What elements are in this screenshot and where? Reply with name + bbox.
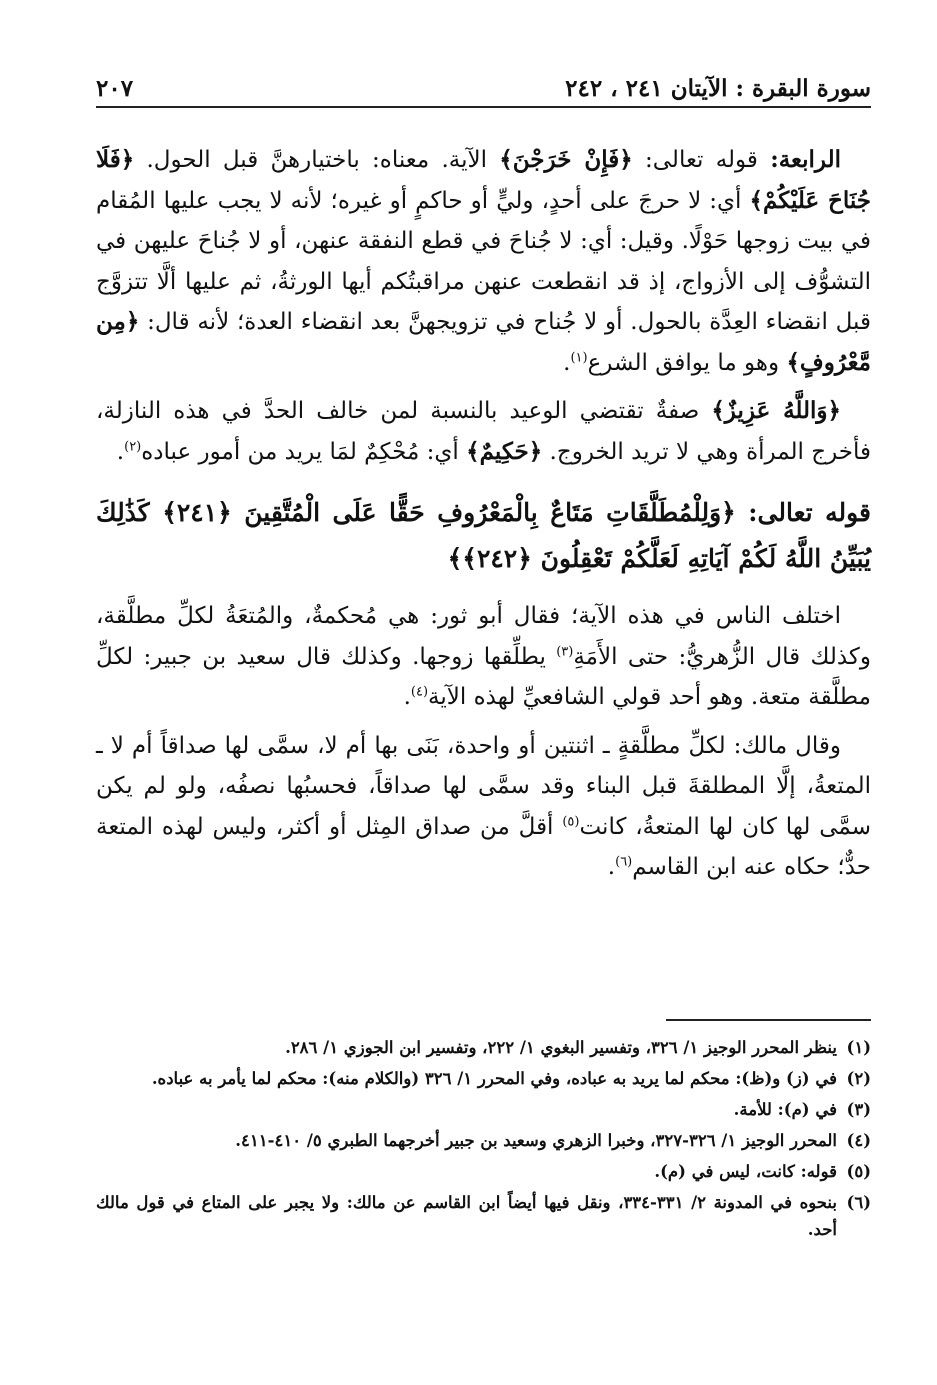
text-run: وقال مالك: لكلِّ مطلَّقةٍ ـ اثنتين أو واحدة، بَنَى بها أم لا، سمَّى لها صداقاً أم لا ـ المتعةُ، إلَّا المطلقةَ قبل البناء وقد سمَّى لها صداقاً، فحسبُها نصفُه، ولو لم يكن سمَّى لها كان لها المتعةُ، كانت bbox=[96, 732, 871, 840]
quran-quote: ﴿فَإِنْ خَرَجْنَ﴾ bbox=[499, 146, 633, 173]
footnote-ref[interactable]: (٦) bbox=[615, 854, 633, 870]
verse-text: ﴿وَلِلْمُطَلَّقَاتِ مَتَاعٌ بِالْمَعْرُوفِ حَقًّا عَلَى الْمُتَّقِينَ ﴿٢٤١﴾ كَذَٰلِكَ يُبَيِّنُ اللَّهُ لَكُمْ آيَاتِهِ لَعَلَّكُمْ تَعْقِلُونَ ﴿٢٤٢﴾﴾ bbox=[96, 498, 871, 573]
footnote-text: المحرر الوجيز ١/ ٣٢٦-٣٢٧، وخبرا الزهري وسعيد بن جبير أخرجهما الطبري ٥/ ٤١٠-٤١١. bbox=[235, 1131, 837, 1150]
footnote-ref[interactable]: (١) bbox=[570, 349, 588, 365]
footnote-number: (٤) bbox=[846, 1131, 871, 1150]
footnote-number: (٦) bbox=[846, 1193, 871, 1212]
footnote-number: (٢) bbox=[846, 1069, 871, 1088]
paragraph-disagreement bbox=[96, 596, 871, 718]
footnote-text: في (م): للأمة. bbox=[733, 1100, 837, 1119]
footnote bbox=[96, 1189, 871, 1243]
quran-quote: ﴿فَلَا جُنَاحَ عَلَيْكُمْ﴾ bbox=[96, 146, 871, 214]
footnote bbox=[96, 1065, 871, 1092]
footnote bbox=[96, 1096, 871, 1123]
footnote-text: بنحوه في المدونة ٢/ ٣٣١-٣٣٤، ونقل فيها أيضاً ابن القاسم عن مالك: ولا يجبر على المتاع في قول مالك أحد. bbox=[96, 1193, 838, 1239]
text-run: صفةٌ تقتضي الوعيد بالنسبة لمن خالف الحدَّ في هذه النازلة، فأخرج المرأة وهي لا تريد الخروج. bbox=[96, 398, 871, 465]
quran-quote: ﴿مِن مَّعْرُوفٍ﴾ bbox=[96, 308, 871, 376]
text-run: وهو ما يوافق الشرع bbox=[587, 349, 787, 376]
footnote-number: (١) bbox=[846, 1038, 871, 1057]
footnote-number: (٣) bbox=[846, 1100, 871, 1119]
footnote bbox=[96, 1158, 871, 1185]
footnote-ref[interactable]: (٣) bbox=[556, 643, 574, 659]
verse-block bbox=[96, 490, 871, 582]
footnote-number: (٥) bbox=[846, 1162, 871, 1181]
quran-quote: ﴿وَاللَّهُ عَزِيزٌ﴾ bbox=[711, 397, 841, 424]
paragraph-fourth-issue bbox=[96, 140, 871, 383]
text-run: . bbox=[607, 854, 616, 880]
footnote-text: ينظر المحرر الوجيز ١/ ٣٢٦، وتفسير البغوي ١/ ٢٢٢، وتفسير ابن الجوزي ١/ ٢٨٦. bbox=[285, 1038, 837, 1057]
text-run: الآية. معناه: باختيارهنَّ قبل الحول. bbox=[134, 147, 500, 173]
footnote-text: في (ز) و(ظ): محكم لما يريد به عباده، وفي المحرر ١/ ٣٢٦ (والكلام منه): محكم لما يأمر به عباده. bbox=[151, 1069, 837, 1088]
header-rule bbox=[96, 106, 871, 108]
text-run: أي: لا حرجَ على أحدٍ، وليٍّ أو حاكمٍ أو غيره؛ لأنه لا يجب عليها المُقام في بيت زوجها حَوْلًا. وقيل: أي: لا جُناحَ في قطع النفقة عنهن، أو لا جُناحَ عليهن في التشوُّف إلى الأزواج، إذ قد انقطعت عنهن مراقبتُكم أيها الورثةُ، ثم عليها ألَّا تتزوَّج قبل انقضاء العِدَّة بالحول. أو لا جُناح في تزويجهنَّ بعد انقضاء العدة؛ لأنه قال: bbox=[96, 187, 871, 335]
page-number: ٢٠٧ bbox=[96, 75, 134, 102]
footnote bbox=[96, 1034, 871, 1061]
footnote-ref[interactable]: (٥) bbox=[562, 813, 580, 829]
footnote-separator bbox=[666, 1019, 871, 1021]
text-run: قوله تعالى: bbox=[632, 147, 771, 173]
paragraph-malik bbox=[96, 726, 871, 888]
text-run: . bbox=[563, 349, 571, 376]
text-run: . bbox=[403, 684, 411, 710]
text-run: أي: مُحْكِمٌ لمَا يريد من أمور عباده bbox=[141, 438, 467, 465]
footnote-text: قوله: كانت، ليس في (م). bbox=[654, 1162, 837, 1181]
footnote-ref[interactable]: (٤) bbox=[410, 684, 429, 700]
footnote-ref[interactable]: (٢) bbox=[124, 438, 142, 454]
footnote bbox=[96, 1127, 871, 1154]
header-title: سورة البقرة : الآيتان ٢٤١ ، ٢٤٢ bbox=[565, 75, 871, 102]
text-run: . bbox=[116, 438, 125, 465]
quran-quote: ﴿حَكِيمٌ﴾ bbox=[466, 437, 543, 465]
text-run: يطلِّقها زوجها. وكذلك قال سعيد بن جبير: لكلِّ مطلَّقة متعة. وهو أحد قولي الشافعيِّ لهذه الآية bbox=[96, 643, 871, 710]
verse-lead: قوله تعالى: bbox=[735, 498, 871, 527]
body-text bbox=[96, 140, 871, 888]
footnotes bbox=[96, 1034, 871, 1247]
issue-heading: الرابعة: bbox=[770, 146, 841, 173]
running-header bbox=[96, 62, 871, 102]
text-run: اختلف الناس في هذه الآية؛ فقال أبو ثور: هي مُحكمةٌ، والمُتعَةُ لكلِّ مطلَّقة، وكذلك قال الزُّهريُّ: حتى الأَمَةِ bbox=[96, 603, 871, 670]
paragraph-aziz-hakim bbox=[96, 391, 871, 472]
text-run: أقلَّ من صداق المِثل أو أكثر، وليس لهذه المتعة حدٌّ؛ حكاه عنه ابن القاسم bbox=[96, 813, 871, 880]
